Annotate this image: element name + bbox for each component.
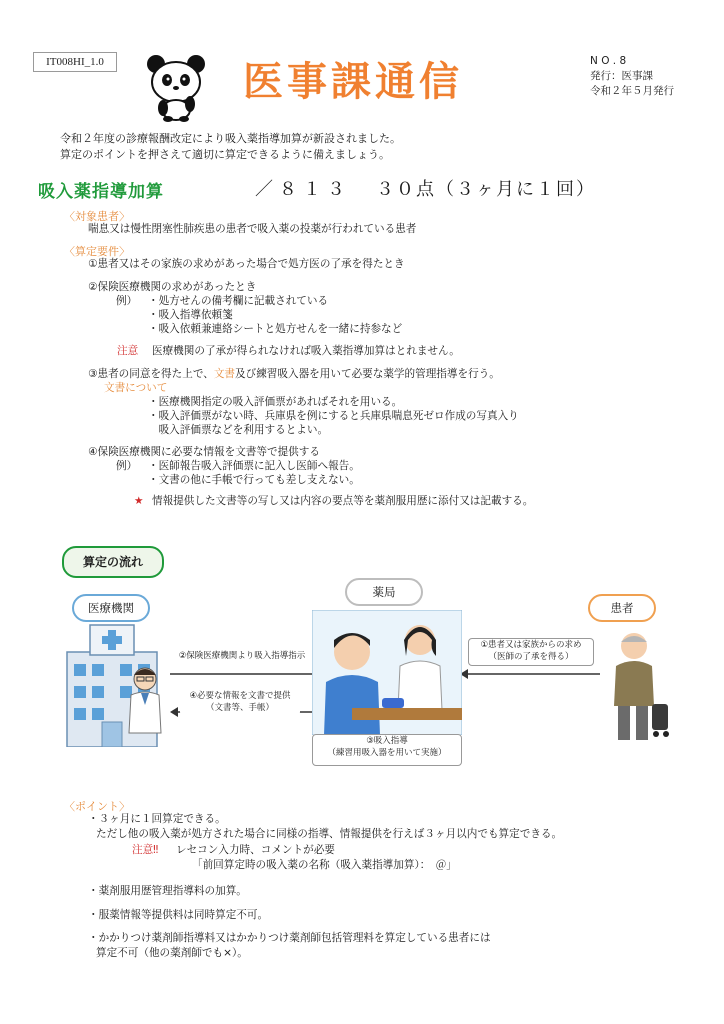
r3-pre: ③患者の同意を得た上で、 — [88, 368, 214, 380]
heading-points: ３０点（３ヶ月に１回） — [376, 179, 596, 200]
note-label: 注意 — [117, 345, 139, 357]
example-item: ・医師報告吸入評価票に記入し医師へ報告。 — [148, 460, 360, 472]
example-item: ・吸入依頼兼連絡シートと処方せんを一緒に持参など — [148, 323, 403, 335]
target-text: 喘息又は慢性閉塞性肺疾患の患者で吸入薬の投薬が行われている患者 — [88, 223, 417, 235]
point-4: ・かかりつけ薬剤師指導料又はかかりつけ薬剤師包括管理料を算定している患者には — [88, 932, 491, 944]
star-text: 情報提供した文書等の写し又は内容の要点等を薬剤服用歴に添付又は記載する。 — [152, 495, 534, 507]
section-heading: 吸入薬指導加算 — [38, 182, 164, 202]
hospital-label: 医療機関 — [72, 594, 150, 622]
requirements-label: 〈算定要件〉 — [64, 245, 130, 258]
page-title: 医事課通信 — [243, 59, 463, 105]
document-id: IT008HI_1.0 — [33, 52, 117, 72]
example-item: ・吸入指導依頼箋 — [148, 309, 233, 321]
flow-title: 算定の流れ — [62, 546, 164, 578]
step-1 — [468, 638, 594, 666]
r3-post: 及び練習吸入器を用いて必要な薬学的管理指導を行う。 — [235, 368, 500, 380]
step-4-line: ④必要な情報を文書で提供 — [189, 691, 291, 701]
patient-label: 患者 — [588, 594, 656, 622]
issuer: 発行：医事課 — [590, 70, 653, 82]
requirement-4: ④保険医療機関に必要な情報を文書等で提供する — [88, 446, 320, 458]
step-4 — [180, 690, 300, 716]
doctor-icon — [125, 665, 165, 735]
point-1-note-label: 注意‼ — [132, 844, 159, 856]
example-label: 例） — [116, 460, 138, 472]
point-2: ・薬剤服用歴管理指導料の加算。 — [88, 885, 247, 897]
intro-line: 算定のポイントを押さえて適切に算定できるように備えましょう。 — [60, 148, 390, 161]
point-4-detail: 算定不可（他の薬剤師でも×）。 — [96, 947, 248, 959]
step-1-line: ①患者又は家族からの求め — [480, 640, 582, 650]
point-1-detail: ただし他の吸入薬が処方された場合に同様の指導、情報提供を行えば３ヶ月以内でも算定できる。 — [96, 828, 563, 840]
document-item: ・吸入評価票がない時、兵庫県を例にすると兵庫県喘息死ゼロ作成の写真入り — [148, 410, 519, 422]
step-1-line: （医師の了承を得る） — [488, 652, 574, 662]
elderly-patient-icon — [606, 626, 676, 746]
pharmacy-scene-icon — [312, 610, 462, 735]
point-1-note: レセコン入力時、コメントが必要 — [176, 844, 335, 856]
requirement-2: ②保険医療機関の求めがあったとき — [88, 281, 257, 293]
requirement-3 — [88, 367, 500, 382]
issue-number: N O . 8 — [590, 55, 627, 67]
document-label: 文書について — [104, 382, 168, 394]
step-2: ②保険医療機関より吸入指導指示 — [168, 650, 316, 663]
pharmacy-label: 薬局 — [345, 578, 423, 606]
point-1-comment: 「前回算定時の吸入薬の名称（吸入薬指導加算）： ＠」 — [192, 859, 457, 871]
step-3-line: （練習用吸入器を用いて実施） — [327, 748, 447, 758]
document-item: ・医療機関指定の吸入評価票があればそれを用いる。 — [148, 396, 403, 408]
panda-mascot-icon — [140, 50, 212, 122]
target-label: 〈対象患者〉 — [64, 210, 130, 223]
point-3: ・服薬情報等提供料は同時算定不可。 — [88, 909, 269, 921]
example-label: 例） — [116, 295, 138, 307]
points-label: 〈ポイント〉 — [64, 800, 130, 813]
arrow-to-pharmacy — [170, 664, 320, 674]
r3-doc: 文書 — [213, 368, 236, 380]
issue-date: 令和２年５月発行 — [590, 85, 674, 97]
step-3-line: ③吸入指導 — [366, 736, 408, 746]
star-icon: ★ — [134, 495, 144, 507]
example-item: ・処方せんの備考欄に記載されている — [148, 295, 329, 307]
step-4-line: （文書等、手帳） — [205, 703, 274, 713]
point-1: ・３ヶ月に１回算定できる。 — [88, 813, 226, 825]
intro-line: 令和２年度の診療報酬改定により吸入薬指導加算が新設されました。 — [60, 132, 401, 145]
heading-code: ／８１３ — [255, 179, 351, 200]
requirement-1: ①患者又はその家族の求めがあった場合で処方医の了承を得たとき — [88, 258, 405, 270]
issue-info — [590, 54, 674, 99]
intro-text — [60, 131, 401, 163]
note-text: 医療機関の了承が得られなければ吸入薬指導加算はとれません。 — [152, 345, 460, 357]
step-3 — [312, 734, 462, 766]
document-item: 吸入評価票などを利用するとよい。 — [148, 424, 329, 436]
example-item: ・文書の他に手帳で行っても差し支えない。 — [148, 474, 360, 486]
